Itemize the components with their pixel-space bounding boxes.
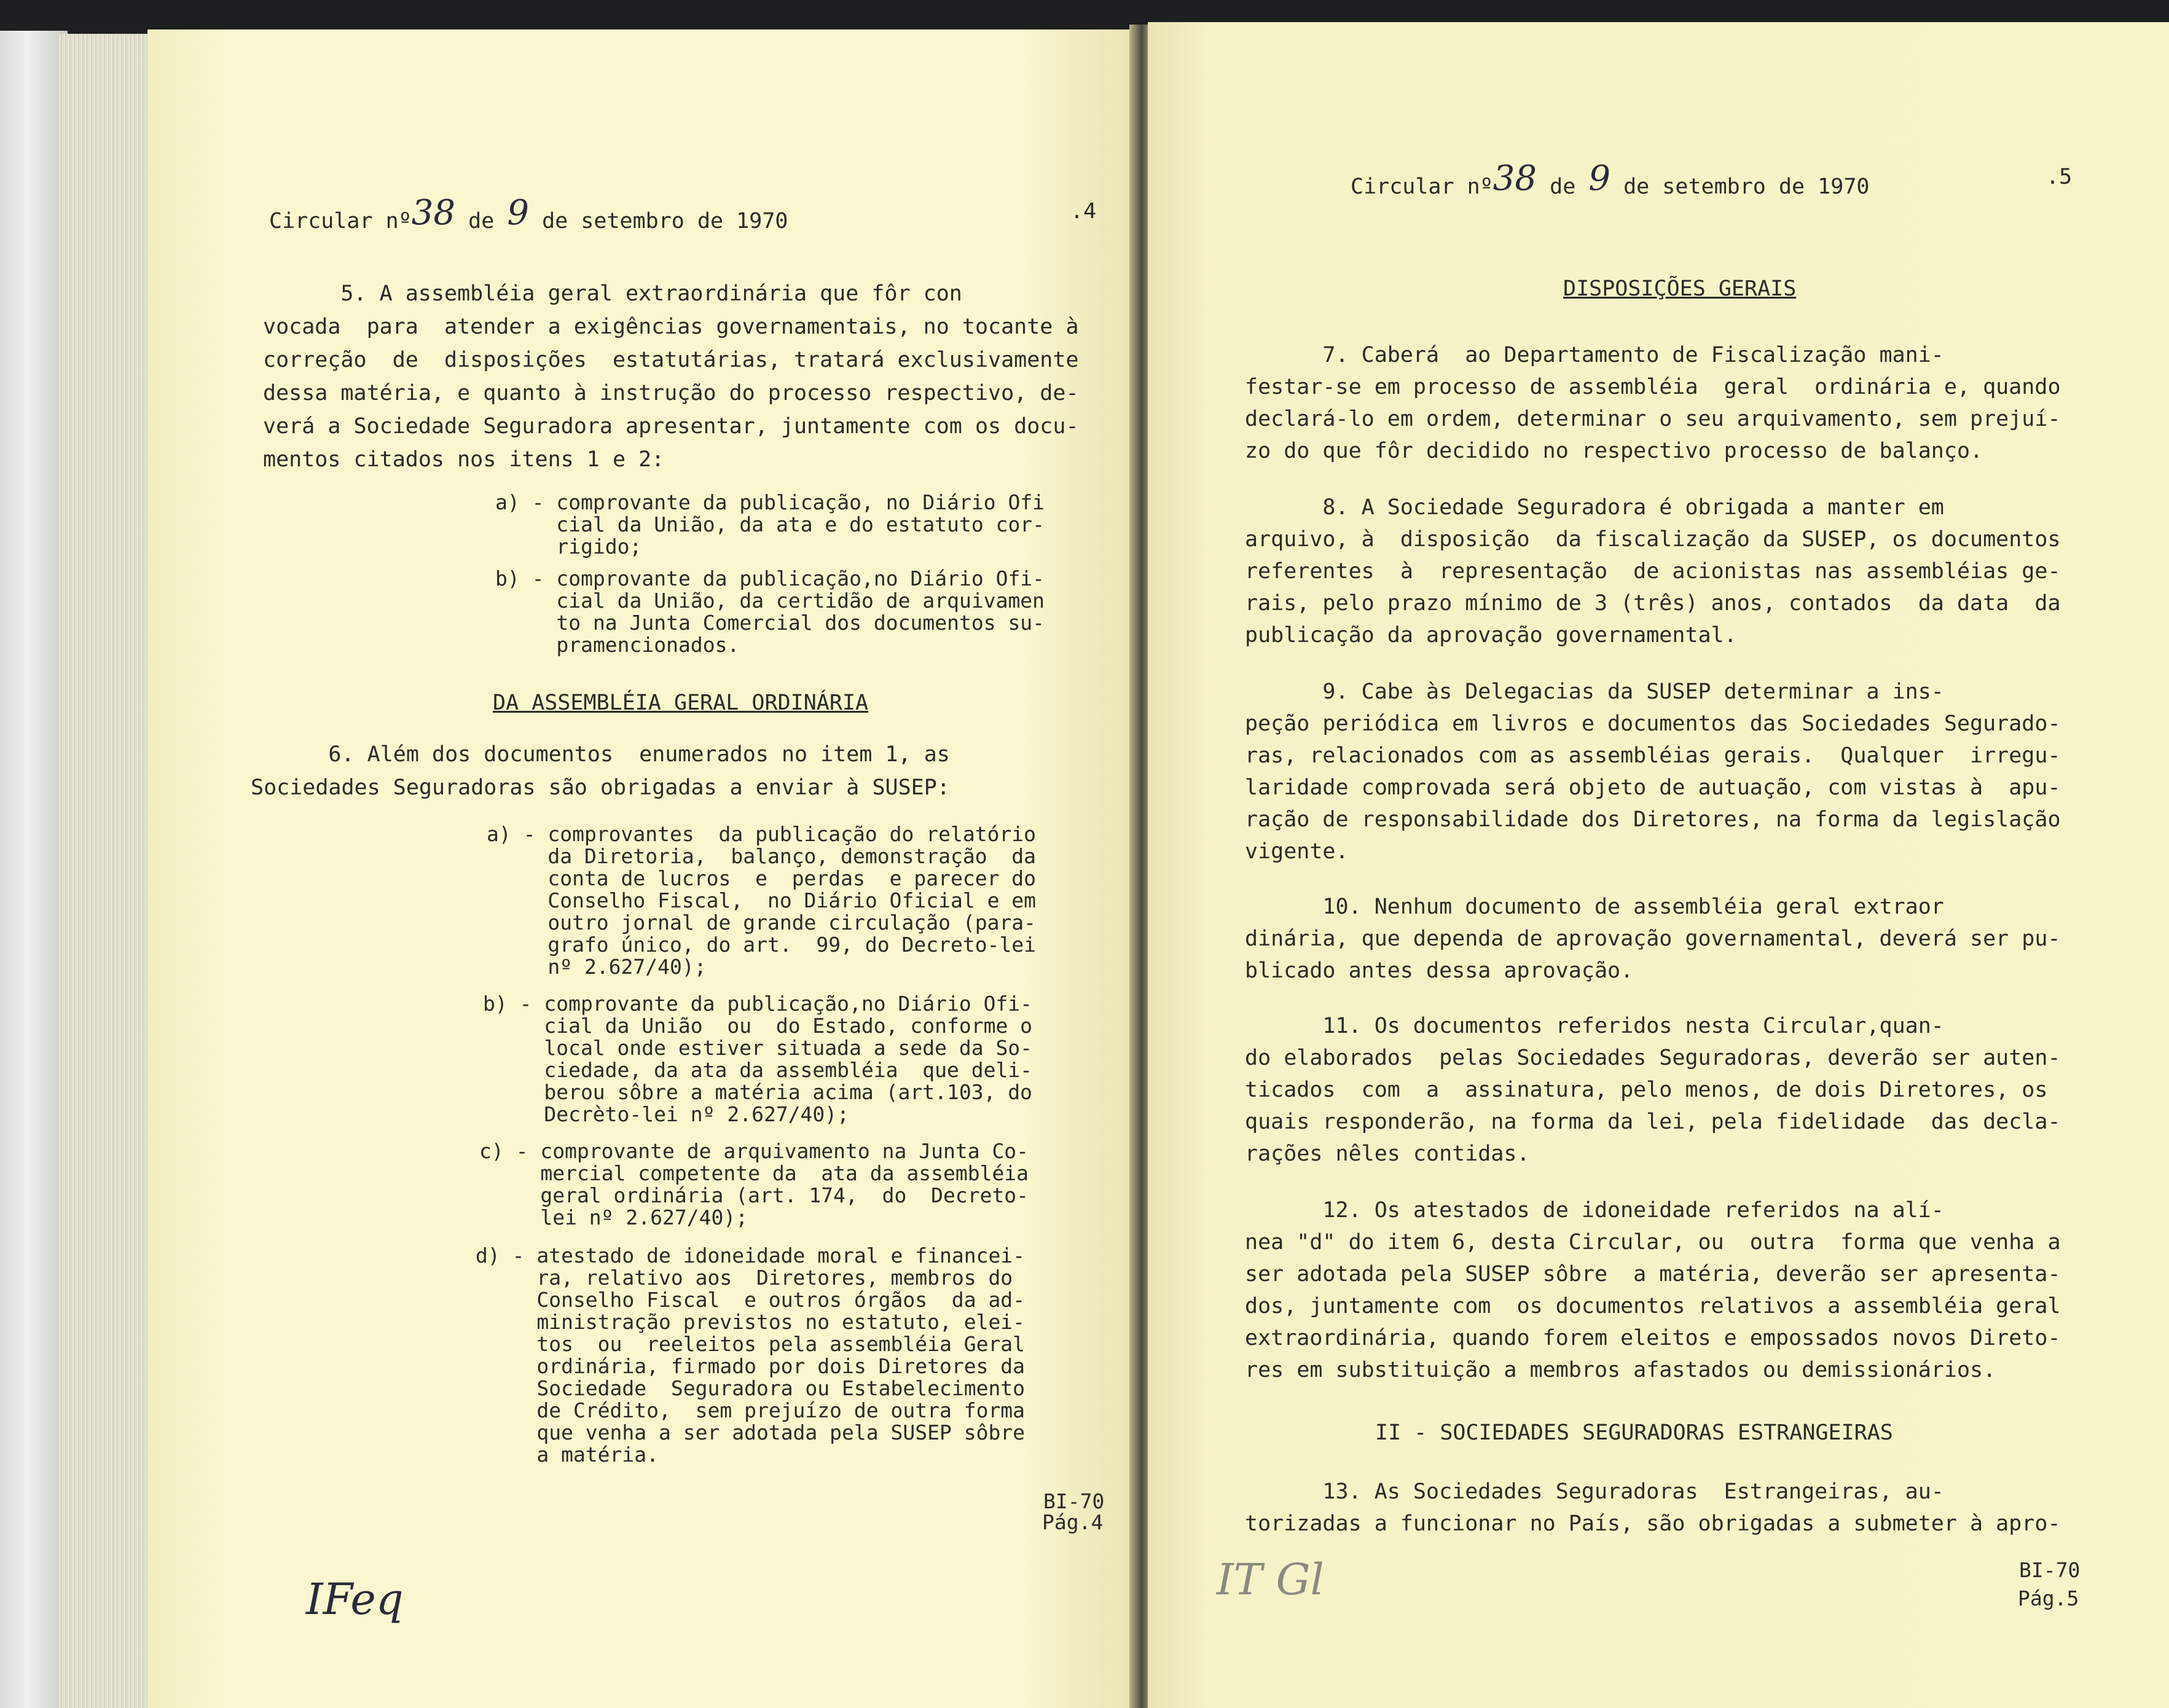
text-line: verá a Sociedade Seguradora apresentar, juntamente com os docu- <box>263 414 1079 439</box>
text-line: dinária, que dependa de aprovação governamental, deverá ser pu- <box>1245 926 2061 951</box>
list-item-line: a) - comprovantes da publicação do relatório <box>487 822 1037 846</box>
handwritten-initials-faint: IT Gl <box>1217 1554 1324 1605</box>
footer-page: Pág.4 <box>1042 1510 1104 1534</box>
list-item-line: de Crédito, sem prejuízo de outra forma <box>476 1398 1026 1422</box>
text-line: nea "d" do item 6, desta Circular, ou outra forma que venha a <box>1245 1230 2061 1255</box>
handwritten-circular-number: 38 <box>411 193 456 233</box>
section-heading: DISPOSIÇÕES GERAIS <box>1563 276 1797 301</box>
list-item-line: pramencionados. <box>495 633 740 657</box>
text-line: ras, relacionados com as assembléias gerais. Qualquer irregu- <box>1245 743 2061 768</box>
handwritten-circular-number: 38 <box>1492 159 1537 198</box>
list-item-line: que venha a ser adotada pela SUSEP sôbre <box>476 1420 1026 1444</box>
page-mark: .5 <box>2046 165 2073 189</box>
text-line: rações nêles contidas. <box>1245 1142 1530 1166</box>
list-item-line: nº 2.627/40); <box>487 955 707 979</box>
list-item-line: Conselho Fiscal, no Diário Oficial e em <box>487 888 1037 912</box>
text-line: ser adotada pela SUSEP sôbre a matéria, deverão ser apresenta- <box>1245 1262 2061 1287</box>
section-heading: II - SOCIEDADES SEGURADORAS ESTRANGEIRAS <box>1375 1420 1893 1445</box>
text-line: res em substituição a membros afastados ou demissionários. <box>1245 1358 1996 1382</box>
footer-code: BI-70 <box>2019 1558 2081 1582</box>
footer-page: Pág.5 <box>2018 1586 2079 1610</box>
list-item-line: da Diretoria, balanço, demonstração da <box>487 844 1037 868</box>
list-item-line: ordinária, firmado por dois Diretores da <box>476 1354 1026 1378</box>
section-heading: DA ASSEMBLÉIA GERAL ORDINÁRIA <box>493 691 869 715</box>
text-line: publicação da aprovação governamental. <box>1245 623 1737 648</box>
list-item-line: rigido; <box>495 535 642 558</box>
list-item-line: ciedade, da ata da assembléia que deli- <box>483 1058 1033 1082</box>
header-de: de <box>1550 174 1576 199</box>
list-item-line: berou sôbre a matéria acima (art.103, do <box>483 1080 1033 1104</box>
text-line: correção de disposições estatutárias, tratará exclusivamente <box>263 348 1079 372</box>
list-item-line: grafo único, do art. 99, do Decreto-lei <box>487 933 1037 957</box>
text-line: ticados com a assinatura, pelo menos, de dois Diretores, os <box>1245 1078 2048 1102</box>
text-line: ração de responsabilidade dos Diretores, na forma da legislação <box>1245 807 2061 832</box>
text-line: extraordinária, quando forem eleitos e empossados novos Direto- <box>1245 1326 2061 1350</box>
header-de: de <box>468 209 495 233</box>
text-line: 11. Os documentos referidos nesta Circular,quan- <box>1245 1014 1944 1038</box>
left-header <box>269 195 788 238</box>
right-header <box>1351 161 1869 204</box>
text-line: 10. Nenhum documento de assembléia geral extraor <box>1245 895 1944 919</box>
list-item-line: Conselho Fiscal e outros órgãos da ad- <box>476 1288 1026 1312</box>
list-item-line: Sociedade Seguradora ou Estabelecimento <box>476 1376 1026 1400</box>
list-item-line: tos ou reeleitos pela assembléia Geral <box>476 1332 1026 1356</box>
text-line: 8. A Sociedade Seguradora é obrigada a manter em <box>1245 495 1944 520</box>
text-line: blicado antes dessa aprovação. <box>1245 958 1634 983</box>
list-item-line: local onde estiver situada a sede da So- <box>483 1036 1033 1060</box>
text-line: rais, pelo prazo mínimo de 3 (três) anos, contados da data da <box>1245 591 2061 616</box>
list-item-line: d) - atestado de idoneidade moral e financei- <box>476 1244 1026 1267</box>
text-line: 5. A assembléia geral extraordinária que fôr con <box>263 281 962 306</box>
list-item-line: geral ordinária (art. 174, do Decreto- <box>479 1183 1029 1207</box>
list-item-line: cial da União, da ata e do estatuto cor- <box>495 512 1045 536</box>
header-label: Circular nº <box>1351 174 1493 199</box>
handwritten-initials: IFeq <box>306 1574 404 1624</box>
text-line: quais responderão, na forma da lei, pela fidelidade das decla- <box>1245 1110 2061 1134</box>
text-line: laridade comprovada será objeto de autuação, com vistas à apu- <box>1245 775 2061 800</box>
text-line: mentos citados nos itens 1 e 2: <box>263 447 665 472</box>
text-line: dessa matéria, e quanto à instrução do processo respectivo, de- <box>263 381 1079 405</box>
list-item-line: cial da União, da certidão de arquivamen <box>495 589 1045 613</box>
list-item-line: to na Junta Comercial dos documentos su- <box>495 611 1045 635</box>
text-line: zo do que fôr decidido no respectivo processo de balanço. <box>1245 439 1983 463</box>
text-line: declará-lo em ordem, determinar o seu arquivamento, sem prejuí- <box>1245 407 2061 431</box>
page-edges <box>58 34 151 1708</box>
list-item-line: a) - comprovante da publicação, no Diário Ofi <box>495 490 1045 514</box>
footer-code: BI-70 <box>1043 1489 1105 1513</box>
header-label: Circular nº <box>269 209 412 233</box>
list-item-line: cial da União ou do Estado, conforme o <box>483 1014 1033 1038</box>
list-item-line: ra, relativo aos Diretores, membros do <box>476 1266 1013 1290</box>
text-line: torizadas a funcionar no País, são obrigadas a submeter à apro- <box>1245 1511 2061 1536</box>
list-item-line: b) - comprovante da publicação,no Diário Ofi- <box>495 566 1045 590</box>
text-line: referentes à representação de acionistas nas assembléias ge- <box>1245 559 2061 584</box>
text-line: Sociedades Seguradoras são obrigadas a enviar à SUSEP: <box>251 775 950 800</box>
list-item-line: conta de lucros e perdas e parecer do <box>487 866 1037 890</box>
handwritten-day: 9 <box>507 193 530 233</box>
text-line: dos, juntamente com os documentos relativos a assembléia geral <box>1245 1294 2061 1318</box>
page-mark: .4 <box>1070 199 1097 224</box>
text-line: vocada para atender a exigências governamentais, no tocante à <box>263 315 1079 339</box>
text-line: 9. Cabe às Delegacias da SUSEP determinar a ins- <box>1245 680 1944 704</box>
header-date: de setembro de 1970 <box>1623 174 1870 199</box>
text-line: 6. Além dos documentos enumerados no item 1, as <box>251 742 950 767</box>
text-line: 13. As Sociedades Seguradoras Estrangeiras, au- <box>1245 1479 1944 1504</box>
list-item-line: outro jornal de grande circulação (para- <box>487 911 1037 934</box>
list-item-line: a matéria. <box>476 1443 659 1467</box>
header-date: de setembro de 1970 <box>542 209 788 233</box>
text-line: arquivo, à disposição da fiscalização da SUSEP, os documentos <box>1245 527 2061 552</box>
right-page <box>1148 22 2169 1708</box>
text-line: 7. Caberá ao Departamento de Fiscalização mani- <box>1245 343 1944 367</box>
left-page <box>147 29 1143 1708</box>
text-line: vigente. <box>1245 839 1349 864</box>
list-item-line: ministração previstos no estatuto, elei- <box>476 1310 1026 1334</box>
text-line: peção periódica em livros e documentos das Sociedades Segurado- <box>1245 711 2061 736</box>
book-cover-edge <box>0 31 68 1708</box>
list-item-line: lei nº 2.627/40); <box>479 1205 748 1229</box>
list-item-line: Decrèto-lei nº 2.627/40); <box>483 1102 850 1126</box>
list-item-line: c) - comprovante de arquivamento na Junta Co- <box>479 1139 1029 1163</box>
text-line: festar-se em processo de assembléia geral ordinária e, quando <box>1245 375 2061 399</box>
list-item-line: b) - comprovante da publicação,no Diário Ofi- <box>483 992 1033 1016</box>
handwritten-day: 9 <box>1588 159 1611 198</box>
list-item-line: mercial competente da ata da assembléia <box>479 1161 1029 1185</box>
text-line: 12. Os atestados de idoneidade referidos na alí- <box>1245 1198 1944 1223</box>
text-line: do elaborados pelas Sociedades Seguradoras, deverão ser auten- <box>1245 1046 2061 1070</box>
